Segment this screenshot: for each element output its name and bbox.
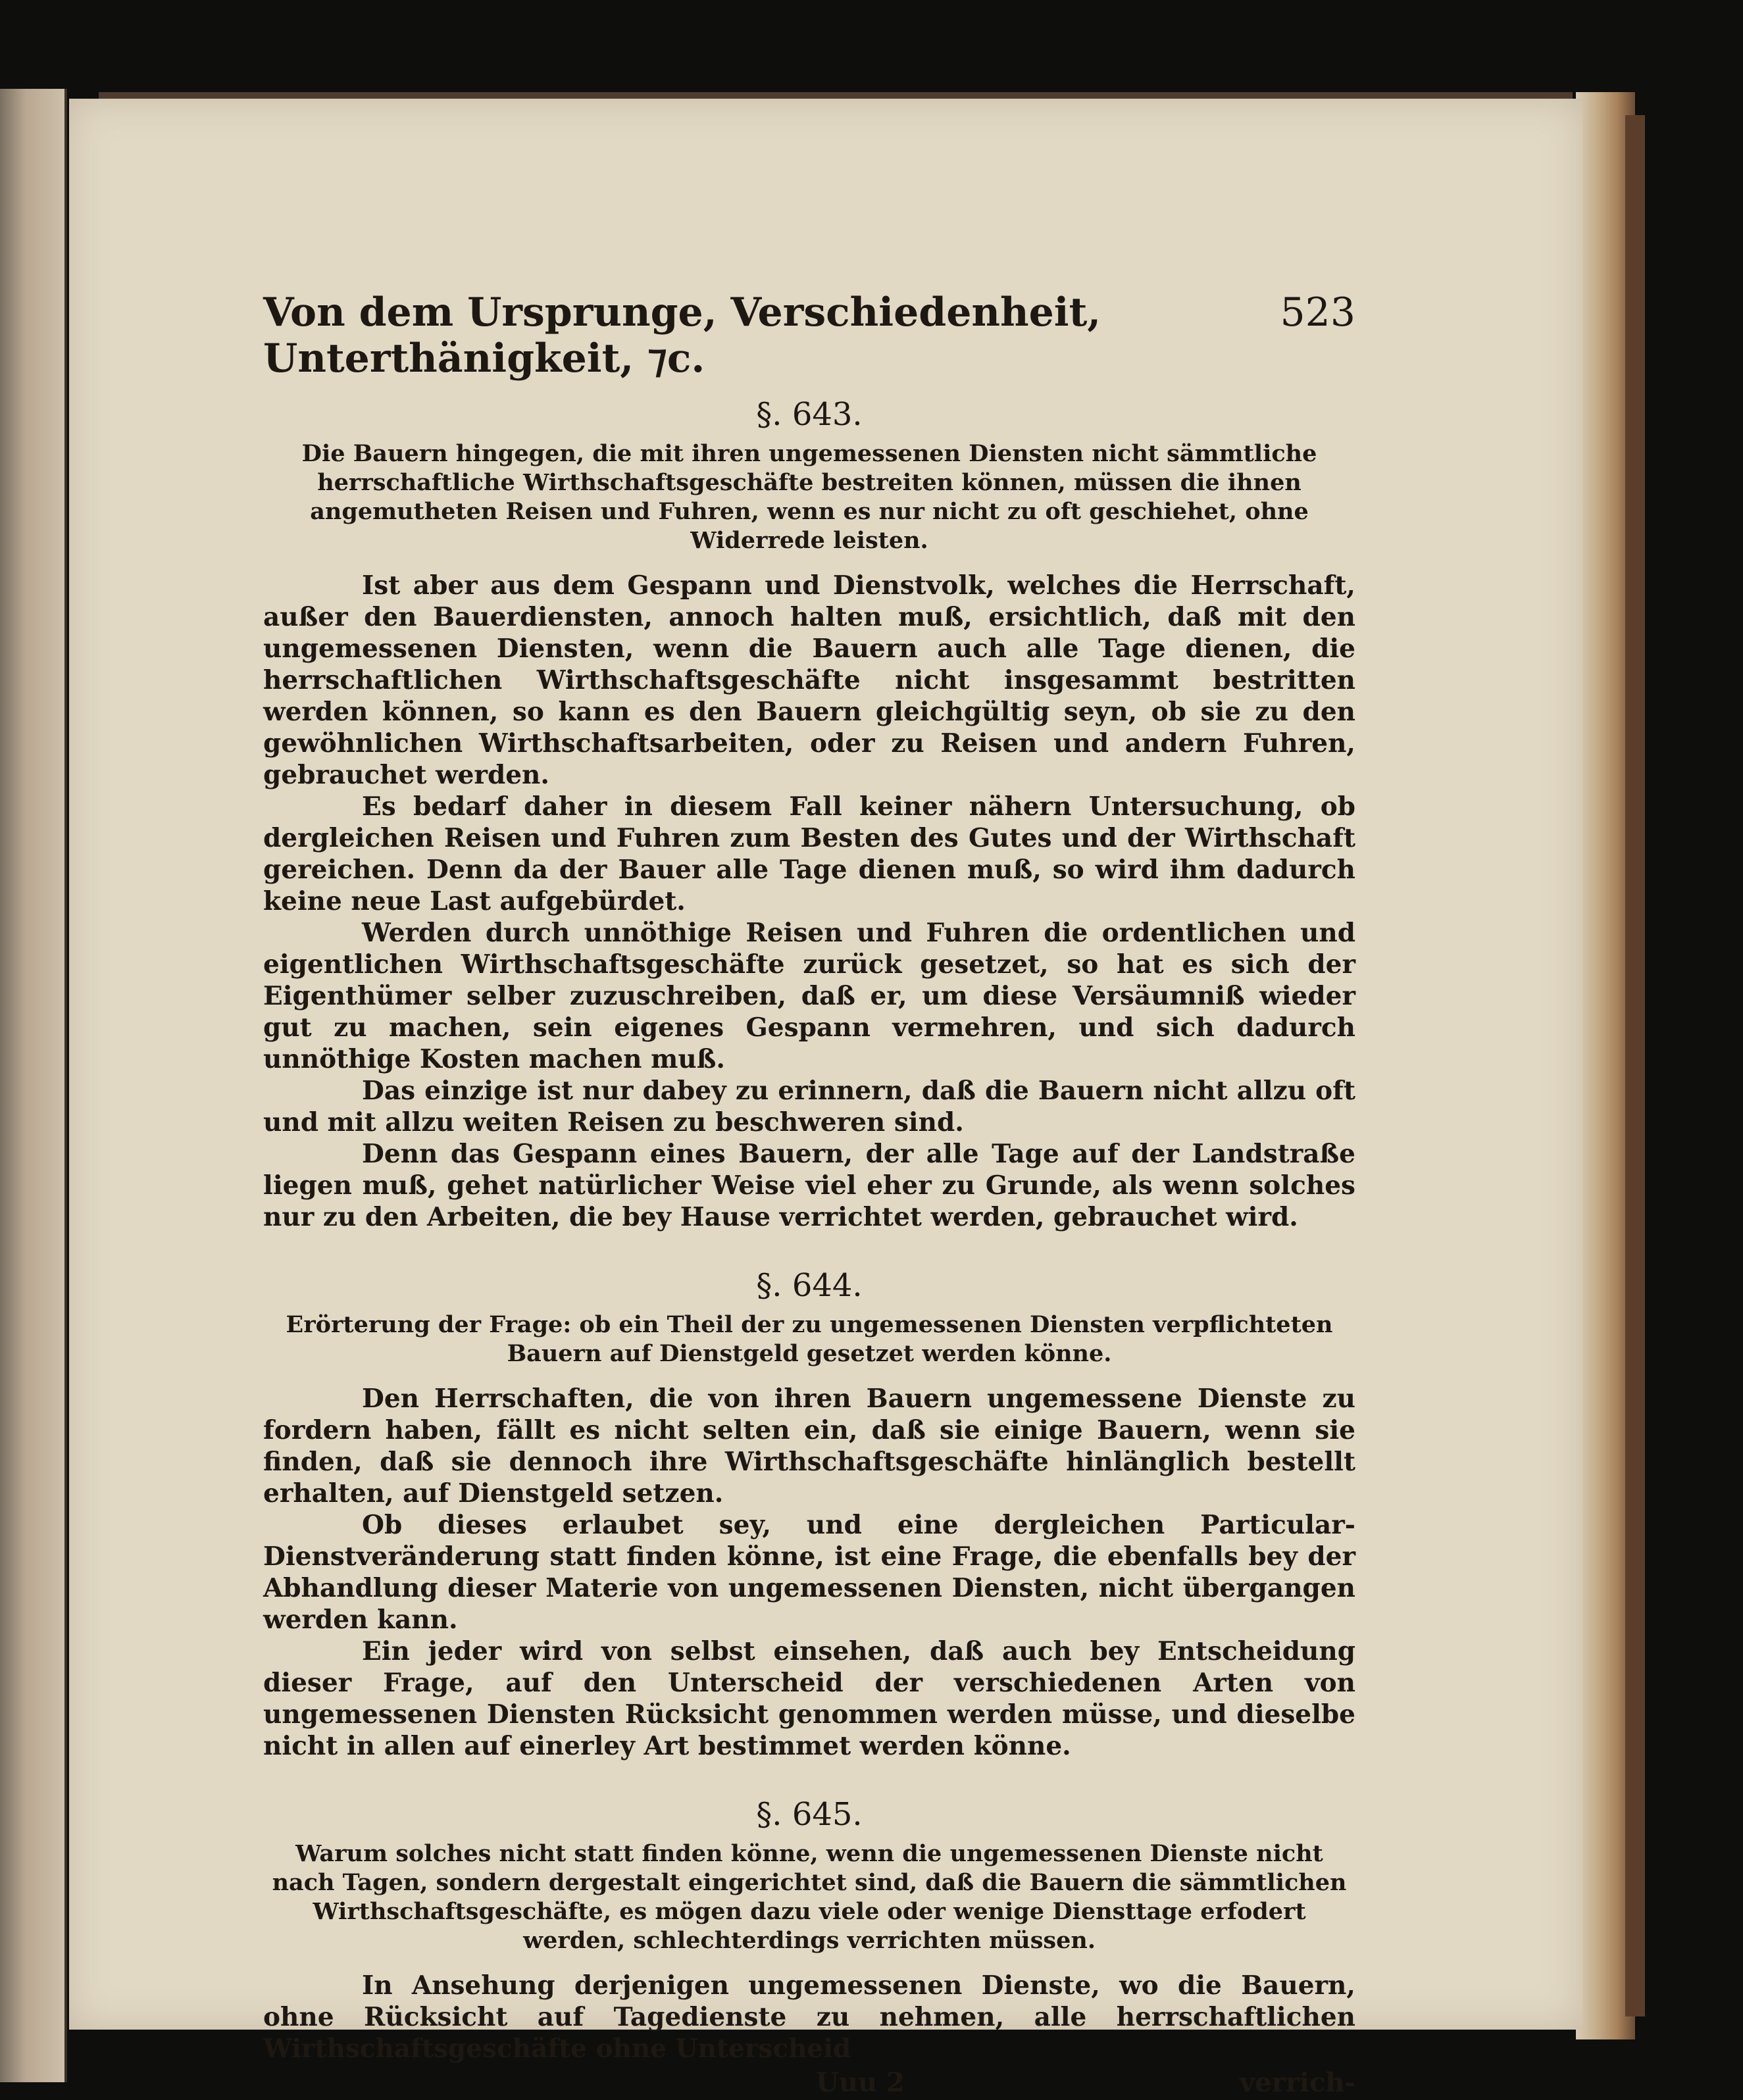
paragraph: Ist aber aus dem Gespann und Dienstvolk, welches die Herrschaft, außer den Bauerdiensten, annoch halten muß, ersichtlich, daß mit den ungemessenen Diensten, wenn die Bauern auch alle Tage dienen, die herrschaftlichen Wirthschaftsgeschäfte nicht insgesammt bestritten werden können, so kann es den Bauern gleichgültig seyn, ob sie zu den gewöhnlichen Wirthschaftsarbeiten, oder zu Reisen und andern Fuhren, gebrauchet werden. <box>263 570 1355 790</box>
signature-mark: Uuu 2 <box>816 2067 905 2098</box>
book-cover-edge <box>1625 115 1645 2016</box>
page-content <box>263 289 1355 2100</box>
paragraph: Werden durch unnöthige Reisen und Fuhren die ordentlichen und eigentlichen Wirthschaftsgeschäfte zurück gesetzet, so hat es sich der Eigenthümer selber zuzuschreiben, daß er, um diese Versäumniß wieder gut zu machen, sein eigenes Gespann vermehren, und sich dadurch unnöthige Kosten machen muß. <box>263 918 1355 1074</box>
paragraph: Ob dieses erlaubet sey, und eine dergleichen Particular-Dienstveränderung statt finden könne, ist eine Frage, die ebenfalls bey der Abhandlung dieser Materie von ungemessenen Diensten, nicht übergangen werden kann. <box>263 1510 1355 1635</box>
section-number: §. 643. <box>756 396 863 433</box>
section-number: §. 644. <box>756 1267 863 1304</box>
paragraph: Den Herrschaften, die von ihren Bauern ungemessene Dienste zu fordern haben, fällt es nicht selten ein, daß sie einige Bauern, wenn sie finden, daß sie dennoch ihre Wirthschaftsgeschäfte hinlänglich bestellt erhalten, auf Dienstgeld setzen. <box>263 1384 1355 1509</box>
paragraph: In Ansehung derjenigen ungemessenen Dienste, wo die Bauern, ohne Rücksicht auf Tagedienste zu nehmen, alle herrschaftlichen Wirthschaftsgeschäfte ohne Unterscheid <box>263 1970 1355 2064</box>
running-header <box>263 289 1355 382</box>
page-footer <box>263 2067 1355 2100</box>
section-summary: Erörterung der Frage: ob ein Theil der zu ungemessenen Diensten verpflichteten Bauern auf Dienstgeld gesetzet werden könne. <box>286 1311 1333 1367</box>
section-645 <box>263 1796 1355 2064</box>
section-number: §. 645. <box>756 1796 863 1833</box>
page-number: 523 <box>1280 289 1355 336</box>
paragraph: Das einzige ist nur dabey zu erinnern, daß die Bauern nicht allzu oft und mit allzu weiten Reisen zu beschweren sind. <box>263 1076 1355 1138</box>
paragraph: Denn das Gespann eines Bauern, der alle Tage auf der Landstraße liegen muß, gehet natürlicher Weise viel eher zu Grunde, als wenn solches nur zu den Arbeiten, die bey Hause verrichtet werden, gebrauchet wird. <box>263 1139 1355 1232</box>
section-summary: Warum solches nicht statt finden könne, wenn die ungemessenen Dienste nicht nach Tagen, sondern dergestalt eingerichtet sind, daß die Bauern die sämmtlichen Wirthschaftsgeschäfte, es mögen dazu viele oder wenige Diensttage erfodert werden, schlechterdings verrichten müssen. <box>272 1840 1347 1954</box>
catchword: verrich- <box>1239 2067 1355 2098</box>
paragraph: Ein jeder wird von selbst einsehen, daß auch bey Entscheidung dieser Frage, auf den Unterscheid der verschiedenen Arten von ungemessenen Diensten Rücksicht genommen werden müsse, und dieselbe nicht in allen auf einerley Art bestimmet werden könne. <box>263 1636 1355 1761</box>
section-644 <box>263 1267 1355 1762</box>
section-summary: Die Bauern hingegen, die mit ihren ungemessenen Diensten nicht sämmtliche herrschaftliche Wirthschaftsgeschäfte bestreiten können, müssen die ihnen angemutheten Reisen und Fuhren, wenn es nur nicht zu oft geschiehet, ohne Widerrede leisten. <box>301 440 1317 554</box>
paragraph: Es bedarf daher in diesem Fall keiner nähern Untersuchung, ob dergleichen Reisen und Fuhren zum Besten des Gutes und der Wirthschaft gereichen. Denn da der Bauer alle Tage dienen muß, so wird ihm dadurch keine neue Last aufgebürdet. <box>263 791 1355 916</box>
section-643 <box>263 396 1355 1233</box>
facing-page-edge <box>0 89 67 2082</box>
header-title: Von dem Ursprunge, Verschiedenheit, Unterthänigkeit, ⁊c. <box>263 289 1101 382</box>
